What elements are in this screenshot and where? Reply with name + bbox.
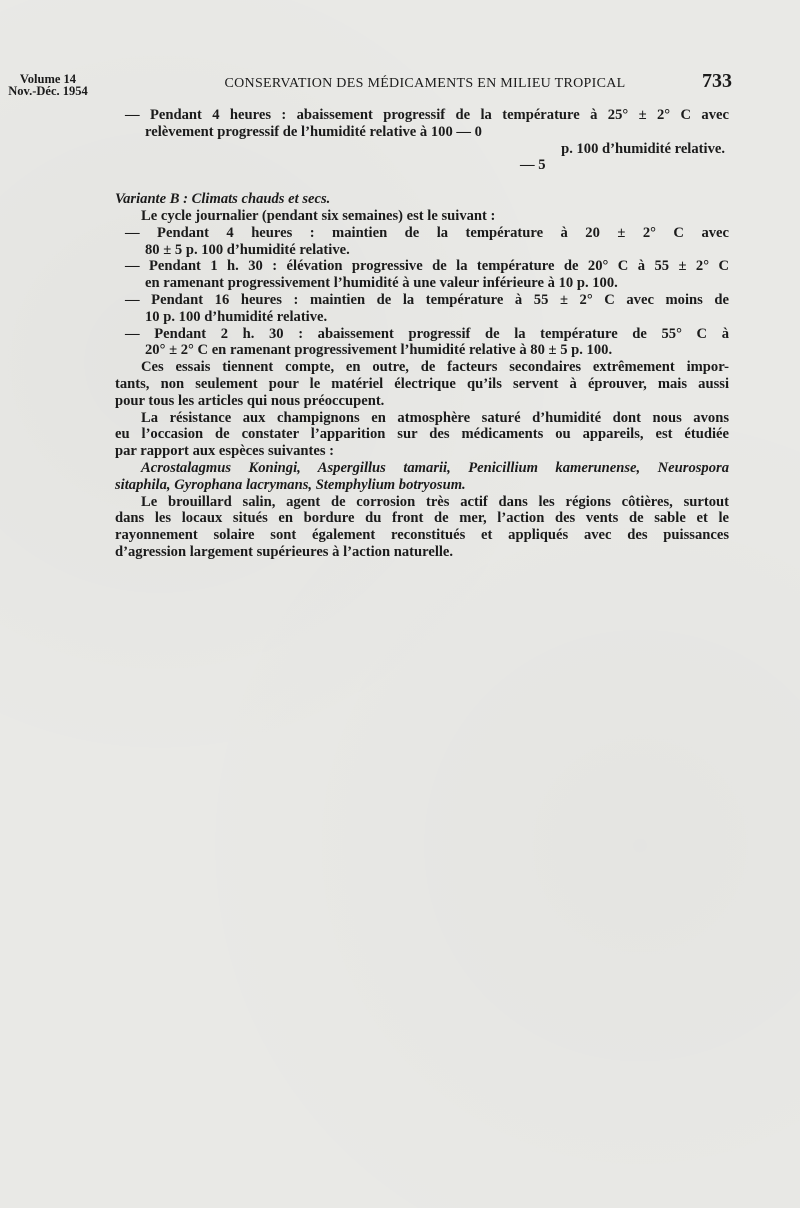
page-number: 733 xyxy=(702,70,732,92)
issue-date: Nov.-Déc. 1954 xyxy=(8,84,88,98)
list-item xyxy=(115,326,729,360)
paragraph xyxy=(115,359,729,409)
article-body xyxy=(115,107,729,561)
text-line: 10 p. 100 d’humidité relative. xyxy=(145,308,328,325)
text-line: en ramenant progressivement l’humidité à une valeur inférieure à 10 p. 100. xyxy=(145,275,618,292)
paragraph xyxy=(115,410,729,460)
text-line: — Pendant 4 heures : maintien de la température à 20 ± 2° C avec xyxy=(125,224,729,241)
text-line: sitaphila, Gyrophana lacrymans, Stemphylium botryosum. xyxy=(115,476,466,493)
text-line: — 5 xyxy=(520,157,546,174)
text-line: dans les locaux situés en bordure du front de mer, l’action des vents de sable et le xyxy=(115,510,729,527)
paragraph xyxy=(115,494,729,561)
text-line: par rapport aux espèces suivantes : xyxy=(115,443,335,460)
running-title: CONSERVATION DES MÉDICAMENTS EN MILIEU TROPICAL xyxy=(224,76,626,91)
list-item xyxy=(115,292,729,326)
list-item xyxy=(115,107,729,174)
species-list xyxy=(115,460,729,494)
text-line: rayonnement solaire sont également reconstitués et appliqués avec des puissances xyxy=(115,527,729,544)
text-line: — Pendant 16 heures : maintien de la température à 55 ± 2° C avec moins de xyxy=(125,291,729,308)
list-item xyxy=(115,258,729,292)
text-line: La résistance aux champignons en atmosphère saturé d’humidité dont nous avons xyxy=(141,409,729,426)
text-line: — Pendant 4 heures : abaissement progressif de la température à 25° ± 2° C avec xyxy=(125,107,729,123)
text-line: 20° ± 2° C en ramenant progressivement l’humidité relative à 80 ± 5 p. 100. xyxy=(145,342,613,359)
volume-label: Volume 14 xyxy=(19,72,77,86)
list-item xyxy=(115,225,729,259)
text-line: Ces essais tiennent compte, en outre, de facteurs secondaires extrêmement impor- xyxy=(141,359,729,376)
text-line: p. 100 d’humidité relative. xyxy=(561,140,725,157)
text-line: d’agression largement supérieures à l’action naturelle. xyxy=(115,543,454,560)
section-heading: Variante B : Climats chauds et secs. xyxy=(115,191,331,208)
text-line: relèvement progressif de l’humidité relative à 100 — 0 xyxy=(145,123,482,140)
paragraph: Le cycle journalier (pendant six semaines) est le suivant : xyxy=(141,207,496,224)
journal-issue-info xyxy=(8,73,88,97)
text-line: — Pendant 2 h. 30 : abaissement progressif de la température de 55° C à xyxy=(125,325,729,342)
text-line: 80 ± 5 p. 100 d’humidité relative. xyxy=(145,241,350,258)
text-line: tants, non seulement pour le matériel électrique qu’ils servent à éprouver, mais aussi xyxy=(115,375,729,392)
text-line: pour tous les articles qui nous préoccupent. xyxy=(115,392,385,409)
text-line: — Pendant 1 h. 30 : élévation progressive de la température de 20° C à 55 ± 2° C xyxy=(125,258,729,275)
text-line: Le brouillard salin, agent de corrosion très actif dans les régions côtières, surtout xyxy=(141,493,729,510)
text-line: Acrostalagmus Koningi, Aspergillus tamarii, Penicillium kamerunense, Neurospora xyxy=(141,459,729,476)
text-line: eu l’occasion de constater l’apparition sur des médicaments ou appareils, est étudiée xyxy=(115,426,729,443)
